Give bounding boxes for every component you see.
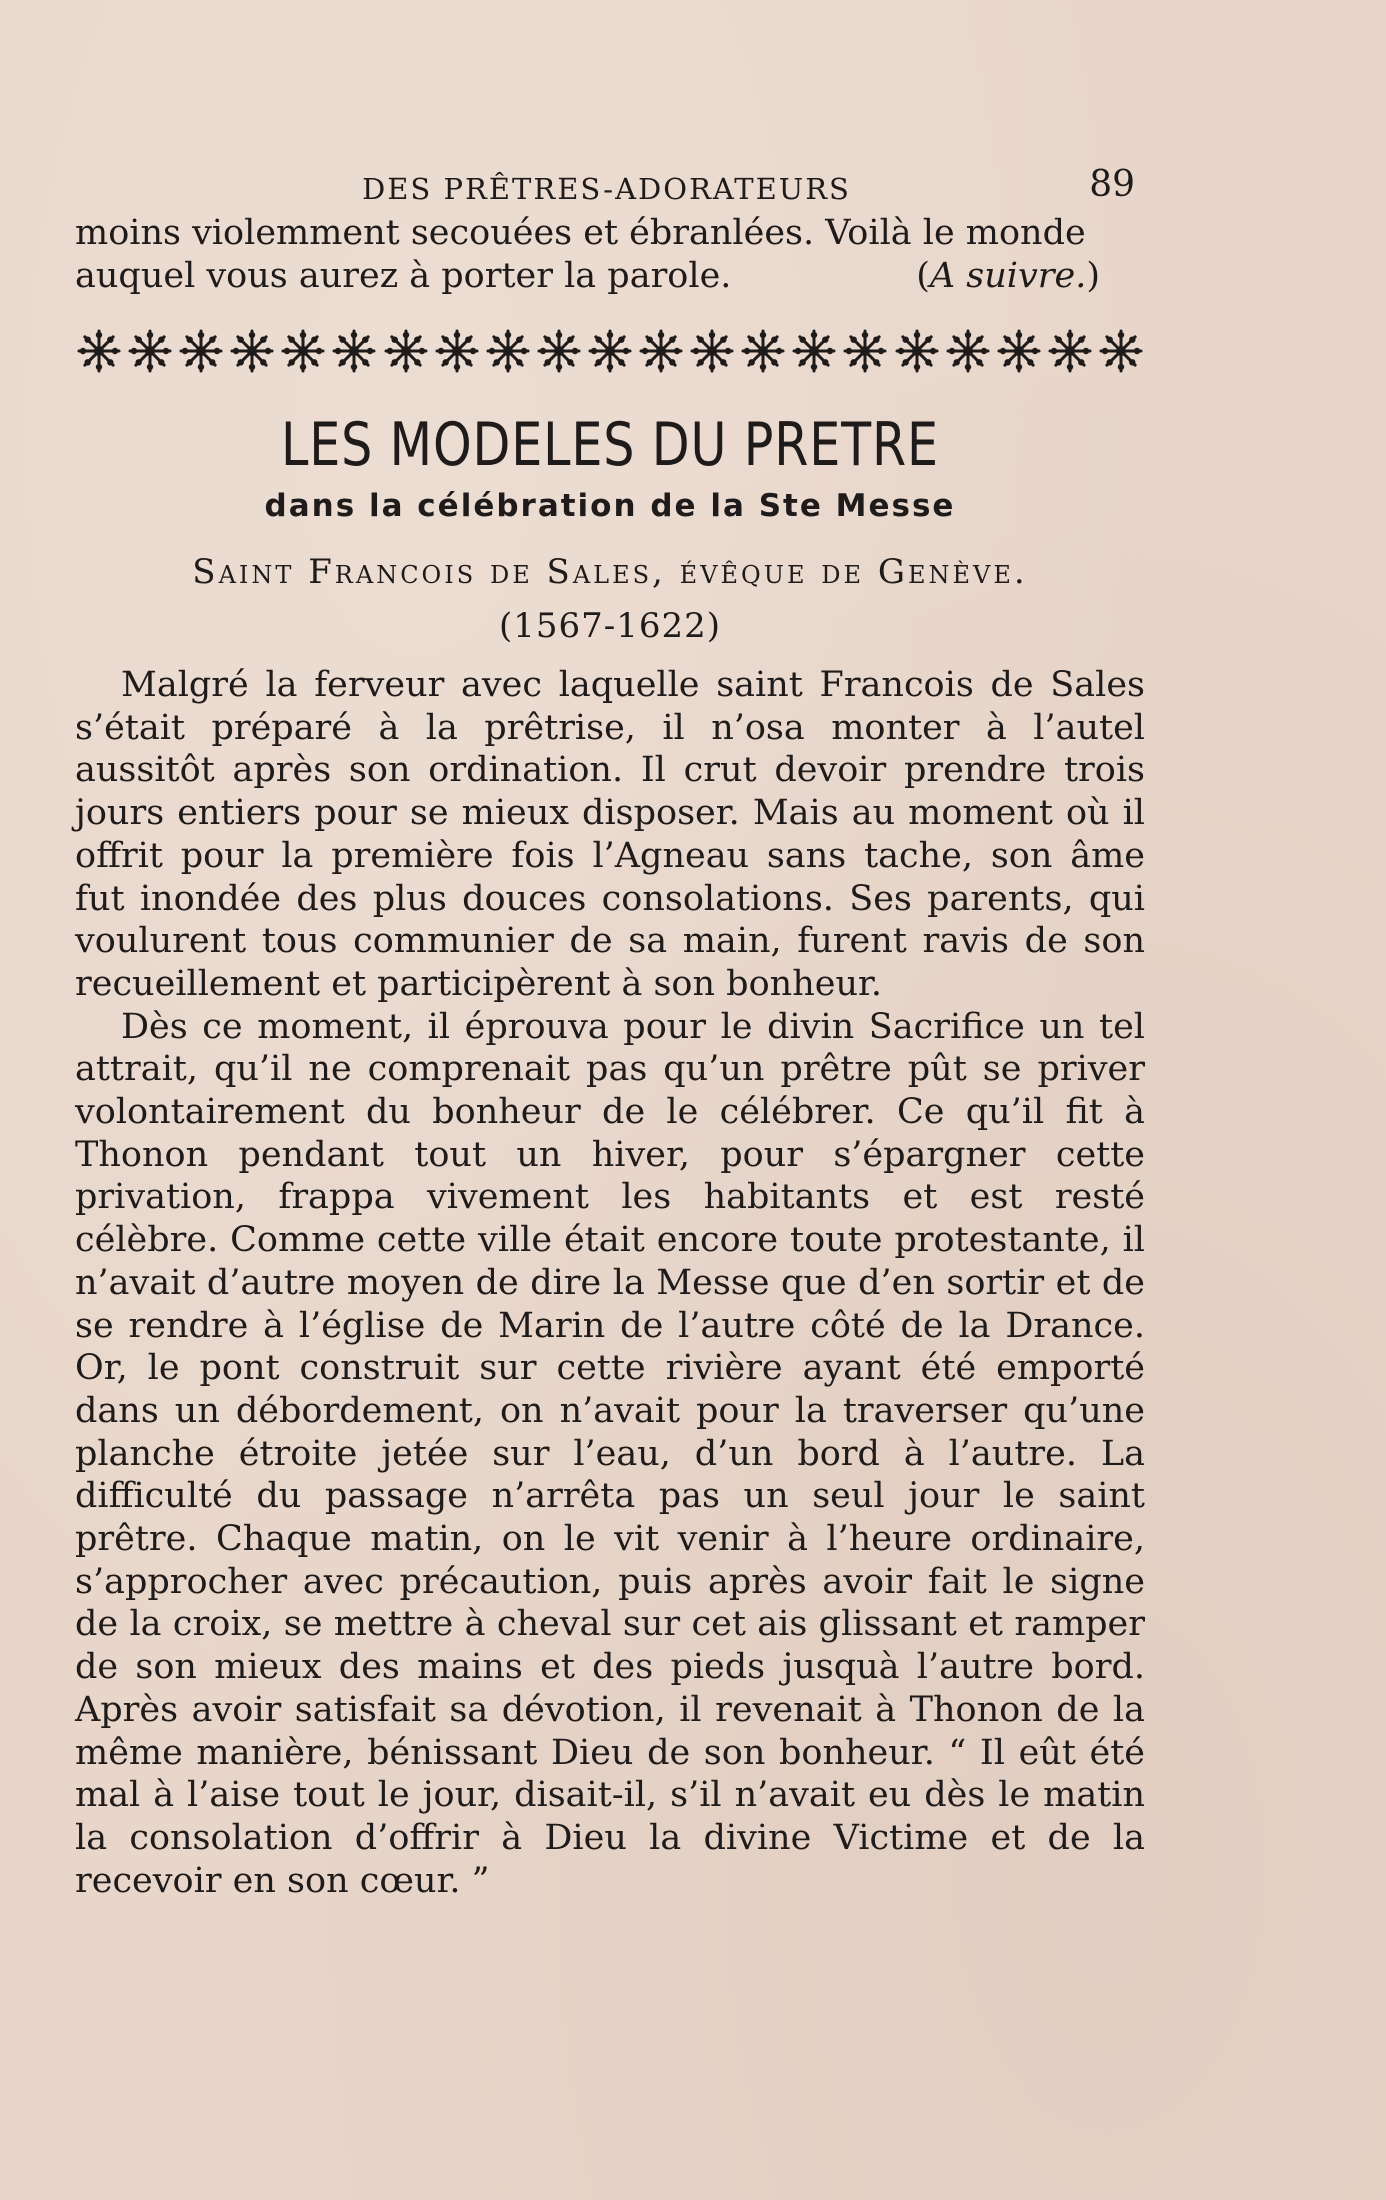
running-head <box>75 160 1145 212</box>
asterisk-flower-icon <box>228 327 276 375</box>
asterisk-flower-icon <box>841 327 889 375</box>
carryover-text <box>75 212 1145 298</box>
asterisk-flower-icon <box>330 327 378 375</box>
asterisk-flower-icon <box>279 327 327 375</box>
a-suivre-note <box>916 255 1145 298</box>
page-content <box>75 160 1145 1902</box>
a-suivre-text: A suivre. <box>929 256 1087 296</box>
a-suivre-open-paren: ( <box>916 256 930 296</box>
saint-name-line: Saint Francois de Sales, évêque de Genève. <box>192 552 1028 592</box>
asterisk-flower-icon <box>535 327 583 375</box>
asterisk-flower-icon <box>382 327 430 375</box>
asterisk-flower-icon <box>1097 327 1145 375</box>
paragraph-1: Malgré la ferveur avec laquelle saint Francois de Sales s’était préparé à la prêtrise, il n’osa monter à l’autel aussitôt après son ordination. Il crut devoir prendre trois jours entiers pour se mieux disposer. Mais au moment où il offrit pour la première fois l’Agneau sans tache, son âme fut inondée des plus douces consolations. Ses parents, qui voulurent tous communier de sa main, furent ravis de son recueillement et participèrent à son bonheur. <box>75 665 1145 1004</box>
carryover-line-2-row <box>75 255 1145 298</box>
asterisk-flower-icon <box>126 327 174 375</box>
asterisk-flower-icon <box>688 327 736 375</box>
paragraph-2: Dès ce moment, il éprouva pour le divin Sacrifice un tel attrait, qu’il ne comprenait pas qu’un prêtre pût se priver volontairement du bonheur de le célébrer. Ce qu’il fit à Thonon pendant tout un hiver, pour s’épargner cette privation, frappa vivement les habitants et est resté célèbre. Comme cette ville était encore toute protestante, il n’avait d’autre moyen de dire la Messe que d’en sortir et de se rendre à l’église de Marin de l’autre côté de la Drance. Or, le pont construit sur cette rivière ayant été emporté dans un débordement, on n’avait pour la traverser qu’une planche étroite jetée sur l’eau, d’un bord à l’autre. La difficulté du passage n’arrêta pas un seul jour le saint prêtre. Chaque matin, on le vit venir à l’heure ordinaire, s’approcher avec précaution, puis après avoir fait le signe de la croix, se mettre à cheval sur cet ais glissant et ramper de son mieux des mains et des pieds jusquà l’autre bord. Après avoir satisfait sa dévotion, il revenait à Thonon de la même manière, bénissant Dieu de son bonheur. “ Il eût été mal à l’aise tout le jour, disait-il, s’il n’avait eu dès le matin la consolation d’offrir à Dieu la divine Victime et de la recevoir en son cœur. ” <box>75 1006 1145 1901</box>
asterisk-flower-icon <box>177 327 225 375</box>
a-suivre-close-paren: ) <box>1086 256 1100 296</box>
asterisk-flower-icon <box>739 327 787 375</box>
ornament-divider <box>75 322 1145 380</box>
asterisk-flower-icon <box>893 327 941 375</box>
running-title: DES PRÊTRES-ADORATEURS <box>362 172 851 206</box>
asterisk-flower-icon <box>484 327 532 375</box>
asterisk-flower-icon <box>944 327 992 375</box>
article-title: LES MODELES DU PRETRE <box>281 410 939 480</box>
asterisk-flower-icon <box>1046 327 1094 375</box>
asterisk-flower-icon <box>75 327 123 375</box>
page-number: 89 <box>1089 164 1135 205</box>
carryover-line-2: auquel vous aurez à porter la parole. <box>75 256 732 296</box>
article-subtitle: dans la célébration de la Ste Messe <box>264 488 956 524</box>
saint-dates: (1567-1622) <box>498 606 722 646</box>
asterisk-flower-icon <box>637 327 685 375</box>
asterisk-flower-icon <box>433 327 481 375</box>
asterisk-flower-icon <box>995 327 1043 375</box>
asterisk-flower-icon <box>586 327 634 375</box>
carryover-line-1: moins violemment secouées et ébranlées. Voilà le monde <box>75 213 1086 253</box>
asterisk-flower-icon <box>790 327 838 375</box>
